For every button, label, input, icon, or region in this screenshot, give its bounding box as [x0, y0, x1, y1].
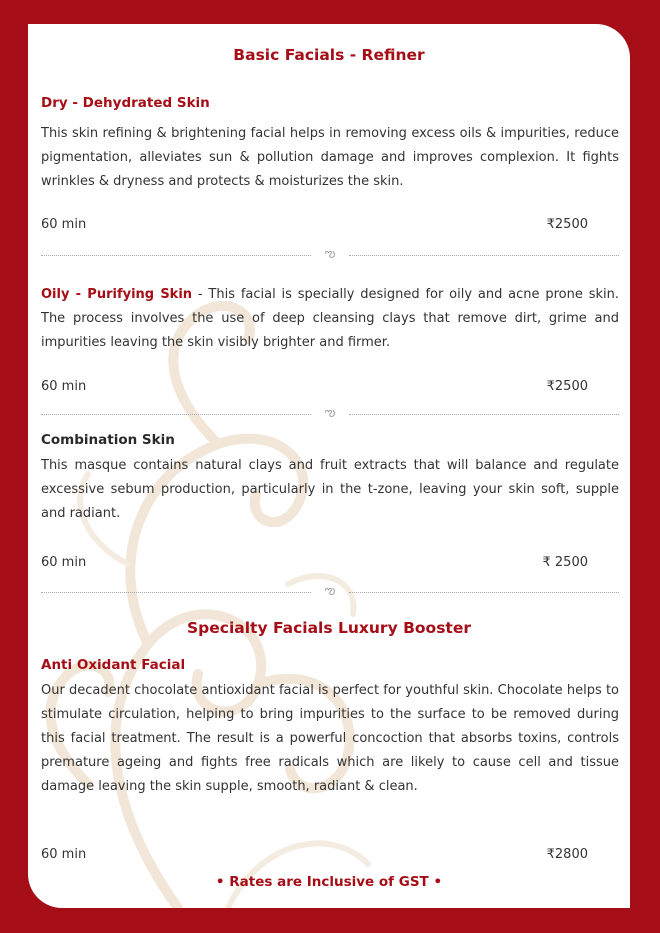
item-oily-purifying-skin [41, 283, 619, 355]
item-duration-combination-skin: 60 min [41, 555, 87, 570]
item-price-combination-skin: ₹ 2500 [542, 555, 588, 570]
menu-content [28, 24, 630, 908]
flourish-icon: ఌ [324, 583, 336, 597]
item-duration-dry-dehydrated-skin: 60 min [41, 217, 87, 232]
dotted-divider [41, 405, 619, 419]
dotted-divider [41, 583, 619, 597]
gst-note: • Rates are Inclusive of GST • [215, 874, 443, 890]
dotted-divider [41, 246, 619, 260]
item-title-combination-skin: Combination Skin [41, 432, 175, 448]
section-heading-specialty-facials: Specialty Facials Luxury Booster [187, 619, 471, 637]
item-title-oily-purifying-skin: Oily - Purifying Skin [41, 287, 193, 302]
flourish-icon: ఌ [324, 405, 336, 419]
item-description-oily-purifying-skin: This facial is specially designed for oily and acne prone skin. The process involves the use of deep cleansing clays that remove dirt, grime and impurities leaving the skin visibly brighter and firmer. [41, 287, 619, 350]
item-duration-anti-oxidant-facial: 60 min [41, 847, 87, 862]
menu-card [28, 24, 630, 908]
section-heading-basic-facials: Basic Facials - Refiner [233, 46, 425, 64]
item-title-dry-dehydrated-skin: Dry - Dehydrated Skin [41, 95, 210, 111]
item-description-combination-skin: This masque contains natural clays and fruit extracts that will balance and regulate excessive sebum production, particularly in the t-zone, leaving your skin soft, supple and radiant. [41, 458, 619, 521]
item-title-anti-oxidant-facial: Anti Oxidant Facial [41, 657, 186, 673]
item-price-anti-oxidant-facial: ₹2800 [546, 847, 588, 862]
item-price-dry-dehydrated-skin: ₹2500 [546, 217, 588, 232]
item-description-anti-oxidant-facial: Our decadent chocolate antioxidant facial is perfect for youthful skin. Chocolate helps to stimulate circulation, helping to bring impurities to the surface to be removed during this facial treatment. The result is a powerful concoction that absorbs toxins, controls premature ageing and fights free radicals which are likely to cause cell and tissue damage leaving the skin supple, smooth, radiant & clean. [41, 683, 619, 794]
item-duration-oily-purifying-skin: 60 min [41, 379, 87, 394]
item-description-dry-dehydrated-skin: This skin refining & brightening facial helps in removing excess oils & impurities, reduce pigmentation, alleviates sun & pollution damage and improves complexion. It fights wrinkles & dryness and protects & moisturizes the skin. [41, 126, 619, 189]
flourish-icon: ఌ [324, 246, 336, 260]
item-price-oily-purifying-skin: ₹2500 [546, 379, 588, 394]
item-title-separator: - [192, 287, 209, 302]
